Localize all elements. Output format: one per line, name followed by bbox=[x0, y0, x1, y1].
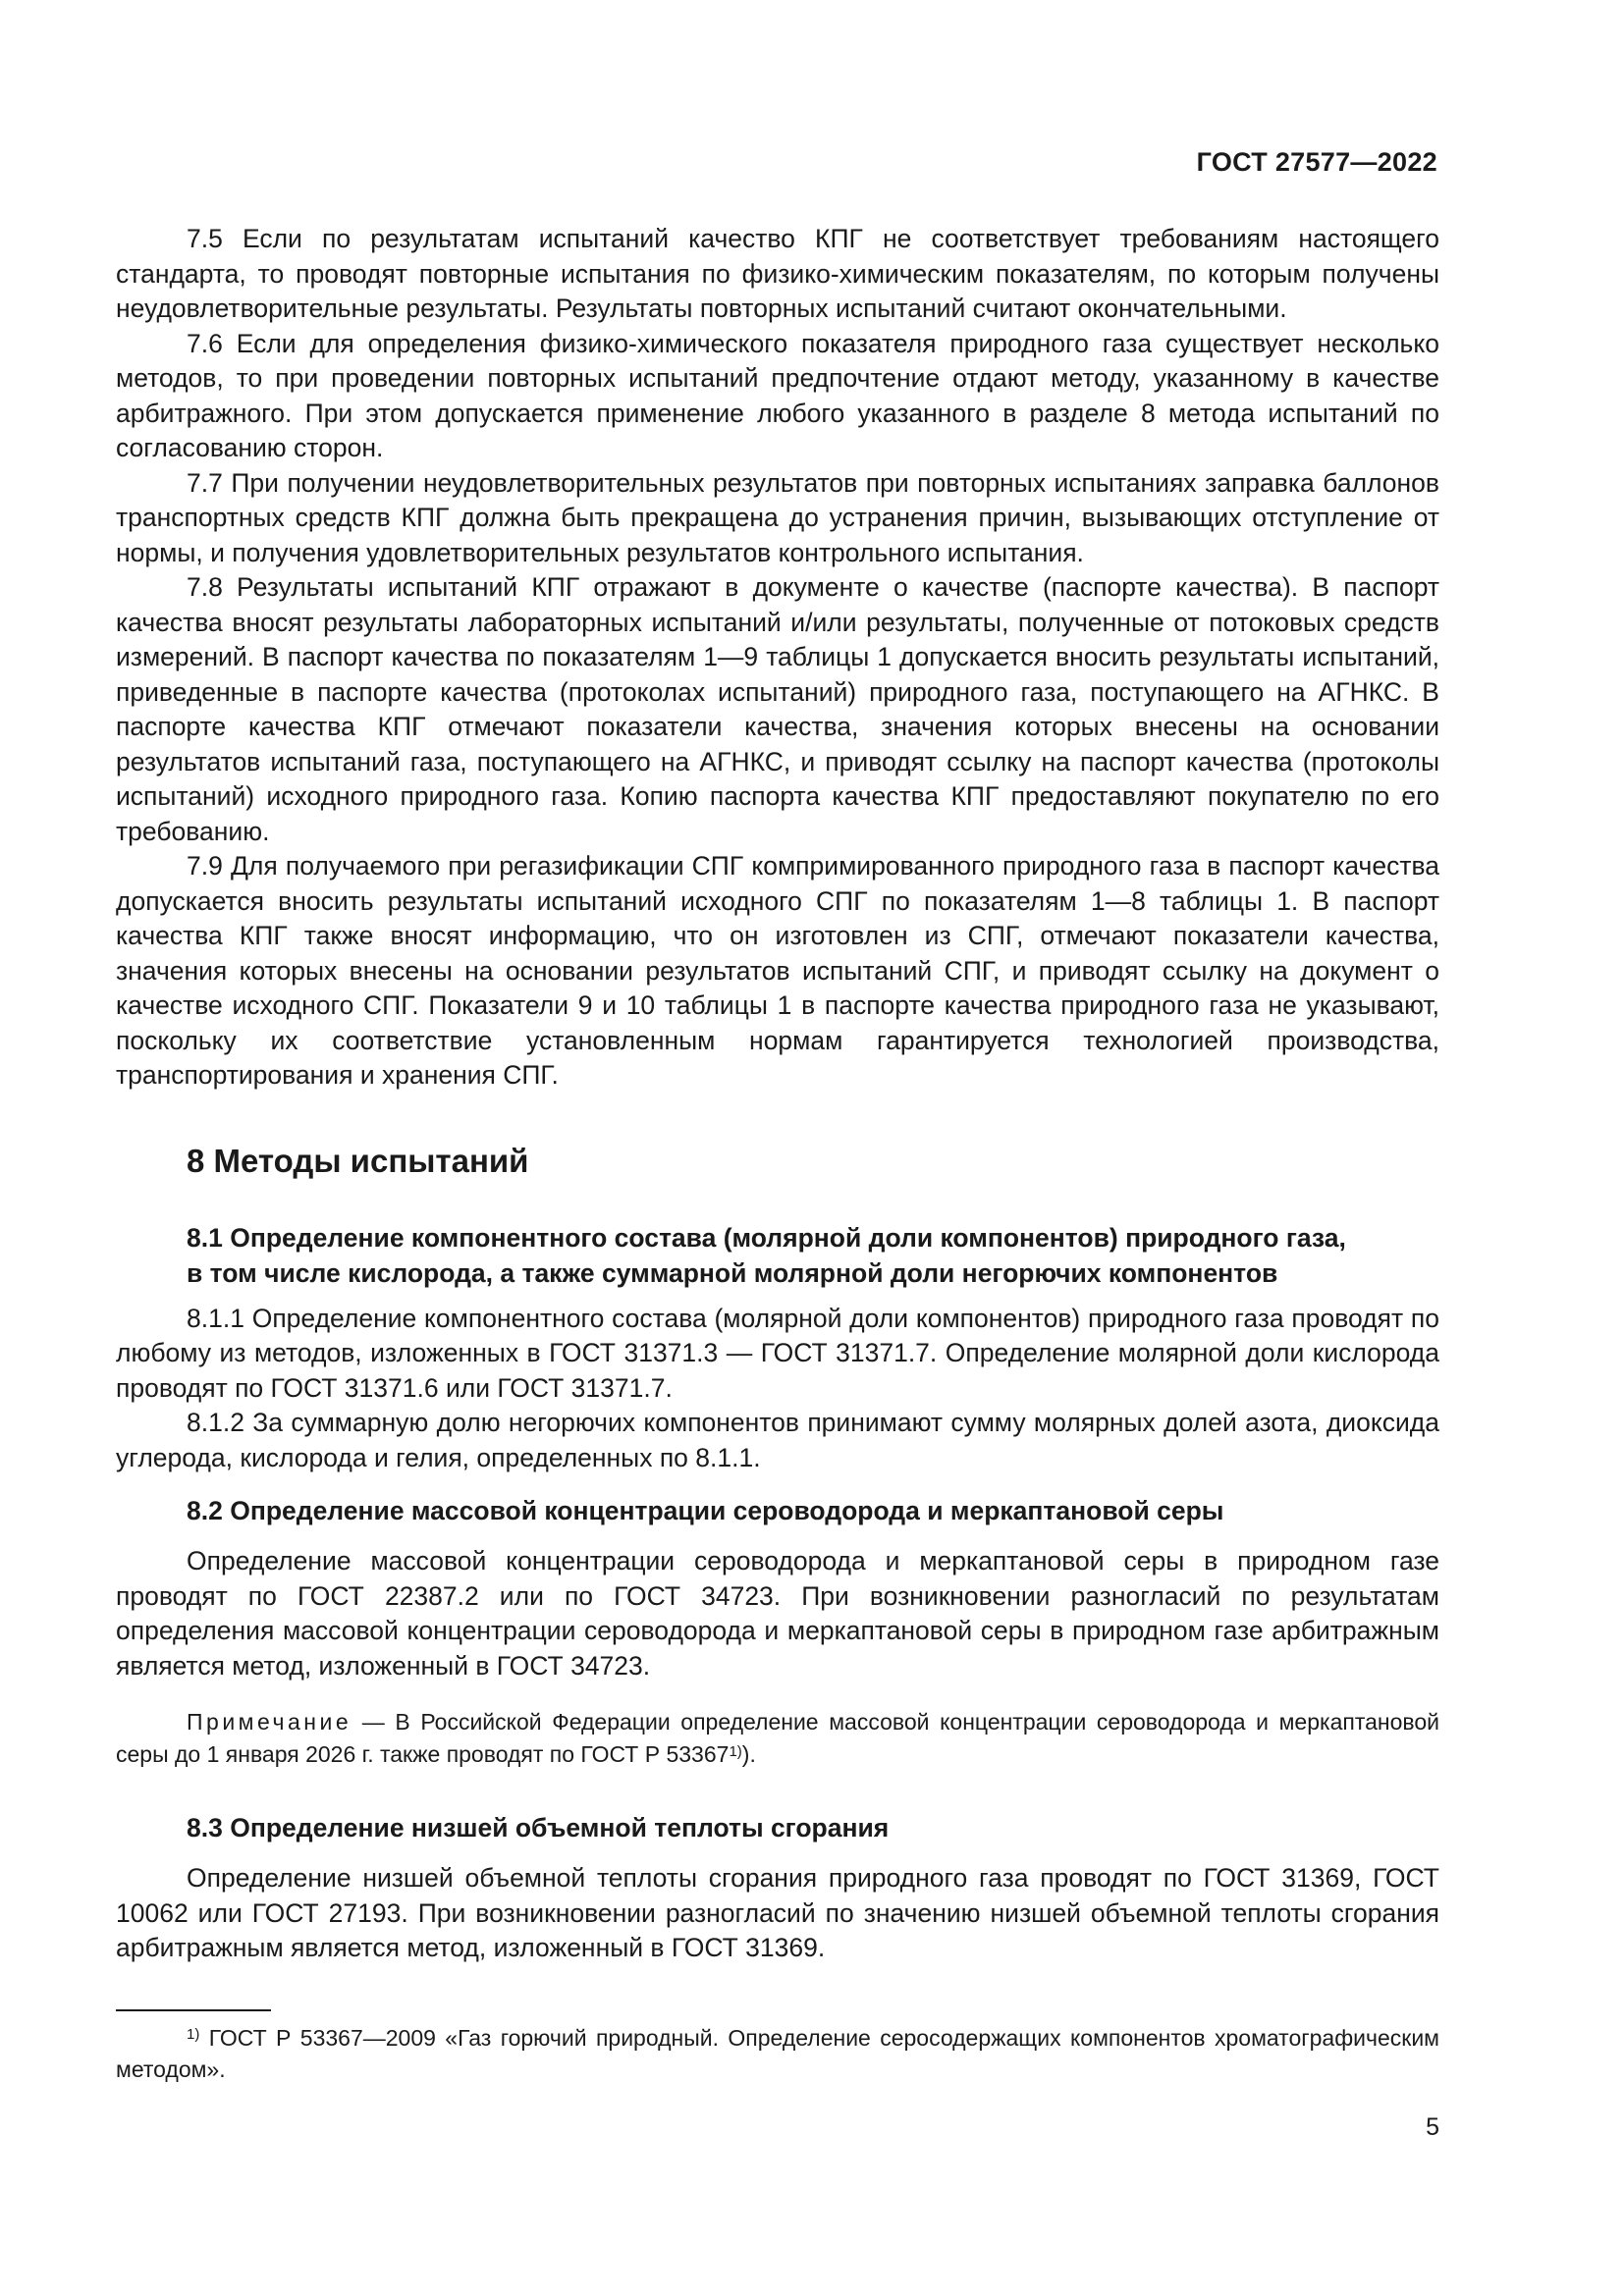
note-tail: ). bbox=[741, 1741, 756, 1767]
page-number: 5 bbox=[1426, 2113, 1439, 2141]
paragraph-7-7: 7.7 При получении неудовлетворительных результатов при повторных испытаниях заправка баллонов транспортных средств КПГ должна быть прекращена до устранения причин, вызывающих отступление от нормы, и получения удовлетворительных результатов контрольного испытания. bbox=[116, 467, 1439, 567]
footnote bbox=[116, 2022, 1439, 2085]
subsection-heading-8-3: 8.3 Определение низшей объемной теплоты сгорания bbox=[187, 1813, 890, 1842]
footnote-text: ГОСТ Р 53367—2009 «Газ горючий природный. Определение серосодержащих компонентов хроматографическим методом». bbox=[116, 2025, 1439, 2082]
note bbox=[116, 1706, 1439, 1771]
subsection-heading-8-1-line-1: 8.1 Определение компонентного состава (молярной доли компонентов) природного газа, bbox=[187, 1222, 1346, 1253]
subsection-heading-8-1-line-2: в том числе кислорода, а также суммарной молярной доли негорючих компонентов bbox=[187, 1257, 1278, 1288]
footnote-separator bbox=[116, 2009, 271, 2011]
paragraph-7-8: 7.8 Результаты испытаний КПГ отражают в документе о качестве (паспорте качества). В паспорт качества вносят результаты лабораторных испытаний и/или результаты, полученные от потоковых средств измерений. В паспорт качества по показателям 1—9 таблицы 1 допускается вносить результаты испытаний, приведенные в паспорте качества (протоколах испытаний) природного газа, поступающего на АГНКС. В паспорте качества КПГ отмечают показатели качества, значения которых внесены на основании результатов испытаний газа, поступающего на АГНКС, и приводят ссылку на паспорт качества (протоколы испытаний) исходного природного газа. Копию паспорта качества КПГ предоставляют покупателю по его требованию. bbox=[116, 572, 1439, 846]
note-label: Примечание bbox=[187, 1709, 352, 1735]
paragraph-8-3: Определение низшей объемной теплоты сгорания природного газа проводят по ГОСТ 31369, ГОСТ 10062 или ГОСТ 27193. При возникновении разногласий по значению низшей объемной теплоты сгорания арбитражным является метод, изложенный в ГОСТ 31369. bbox=[116, 1863, 1439, 1962]
subsection-heading-8-2: 8.2 Определение массовой концентрации сероводорода и меркаптановой серы bbox=[187, 1496, 1224, 1525]
paragraph-7-5: 7.5 Если по результатам испытаний качество КПГ не соответствует требованиям настоящего стандарта, то проводят повторные испытания по физико-химическим показателям, по которым получены неудовлетворительные результаты. Результаты повторных испытаний считают окончательными. bbox=[116, 224, 1439, 323]
document-header: ГОСТ 27577—2022 bbox=[1196, 147, 1437, 177]
paragraph-7-6: 7.6 Если для определения физико-химического показателя природного газа существует несколько методов, то при проведении повторных испытаний предпочтение отдают методу, указанному в качестве арбитражного. При этом допускается применение любого указанного в разделе 8 метода испытаний по согласованию сторон. bbox=[116, 328, 1439, 462]
paragraph-8-1-1: 8.1.1 Определение компонентного состава (молярной доли компонентов) природного газа проводят по любому из методов, изложенных в ГОСТ 31371.3 — ГОСТ 31371.7. Определение молярной доли кислорода проводят по ГОСТ 31371.6 или ГОСТ 31371.7. bbox=[116, 1303, 1439, 1403]
paragraph-8-1-2: 8.1.2 За суммарную долю негорючих компонентов принимают сумму молярных долей азота, диоксида углерода, кислорода и гелия, определенных по 8.1.1. bbox=[116, 1408, 1439, 1472]
paragraph-7-9: 7.9 Для получаемого при регазификации СПГ компримированного природного газа в паспорт качества допускается вносить результаты испытаний исходного СПГ по показателям 1—8 таблицы 1. В паспорт качества КПГ также вносят информацию, что он изготовлен из СПГ, отмечают показатели качества, значения которых внесены на основании результатов испытаний СПГ, и приводят ссылку на документ о качестве исходного СПГ. Показатели 9 и 10 таблицы 1 в паспорте качества природного газа не указывают, поскольку их соответствие установленным нормам гарантируется технологией производства, транспортирования и хранения СПГ. bbox=[116, 851, 1439, 1090]
section-heading-8: 8 Методы испытаний bbox=[187, 1142, 529, 1179]
footnote-reference[interactable]: 1) bbox=[729, 1743, 742, 1760]
document-body bbox=[116, 222, 1439, 1966]
footnote-marker: 1) bbox=[187, 2026, 200, 2043]
note-text: — В Российской Федерации определение массовой концентрации сероводорода и меркаптановой серы до 1 января 2026 г. также проводят по ГОСТ Р 53367 bbox=[116, 1709, 1439, 1767]
subsection-heading-8-1 bbox=[116, 1220, 1439, 1291]
paragraph-8-2: Определение массовой концентрации сероводорода и меркаптановой серы в природном газе проводят по ГОСТ 22387.2 или по ГОСТ 34723. При возникновении разногласий по результатам определения массовой концентрации сероводорода и меркаптановой серы в природном газе арбитражным является метод, изложенный в ГОСТ 34723. bbox=[116, 1546, 1439, 1681]
